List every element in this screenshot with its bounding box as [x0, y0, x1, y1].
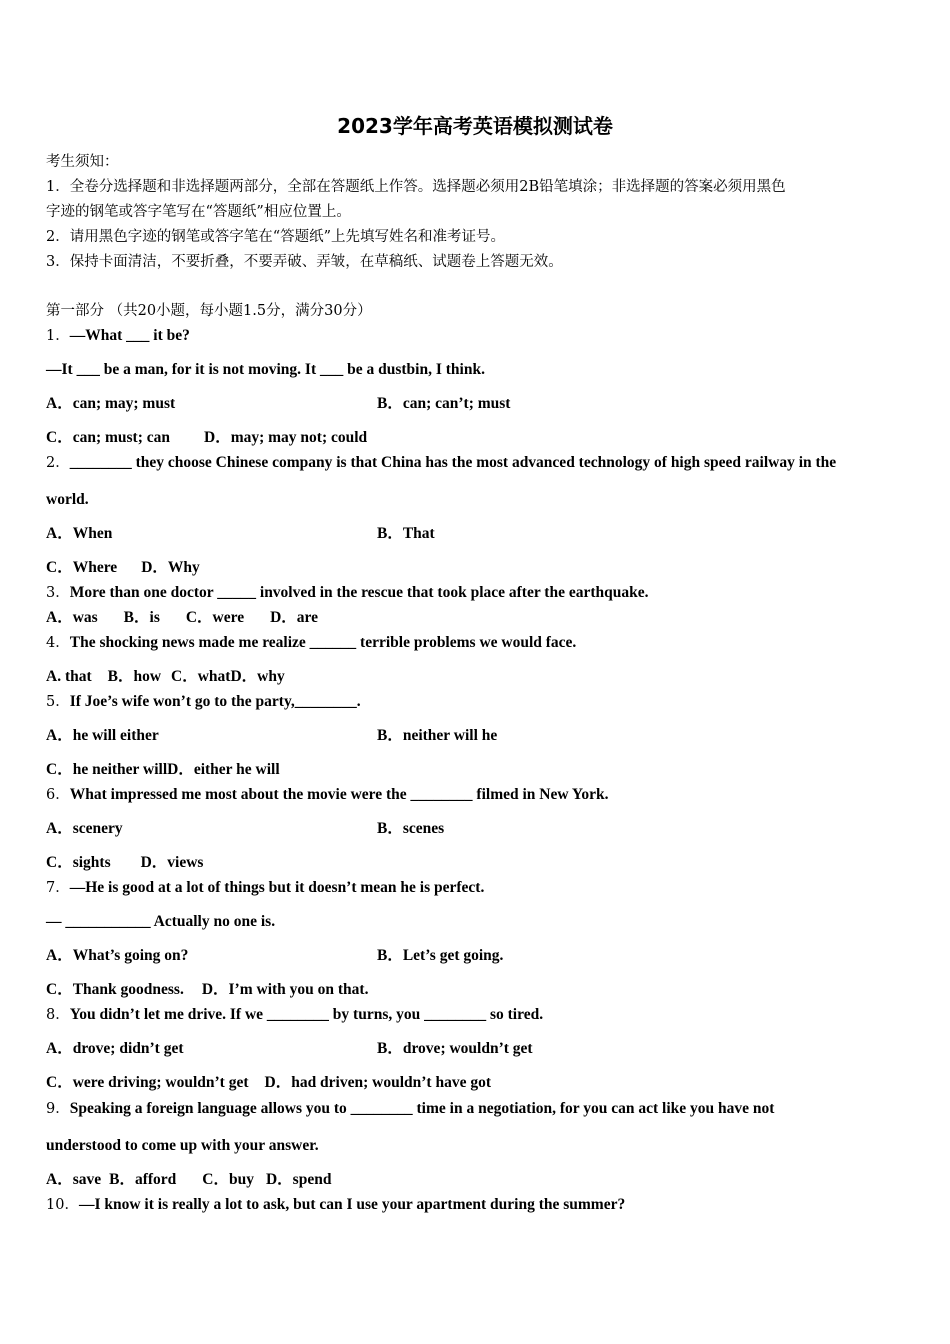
- question-1-option-a[interactable]: A．can; may; must: [46, 395, 176, 412]
- question-3-option-c[interactable]: C．were: [185, 609, 245, 626]
- question-1-option-b[interactable]: B．can; can’t; must: [377, 395, 511, 412]
- question-8-option-d[interactable]: D．had driven; wouldn’t have got: [264, 1074, 491, 1091]
- question-2-stem-2: world.: [46, 491, 89, 508]
- question-number: 2．: [46, 455, 70, 471]
- question-text: —He is good at a lot of things but it doesn’t mean he is perfect.: [69, 879, 485, 896]
- question-2-option-d[interactable]: D．Why: [141, 559, 200, 576]
- question-5-option-b[interactable]: B．neither will he: [377, 727, 498, 744]
- question-7-options-cd: [46, 979, 368, 1001]
- question-2-options-cd: [46, 557, 200, 579]
- question-4-option-c[interactable]: C．what: [171, 668, 231, 685]
- question-number: 8．: [46, 1007, 70, 1023]
- question-9-option-d[interactable]: D．spend: [265, 1171, 332, 1188]
- question-4-option-d[interactable]: D．why: [230, 668, 285, 685]
- question-10-stem: [46, 1194, 625, 1216]
- question-text: ________ they choose Chinese company is that China has the most advanced technology of high speed railway in the: [69, 454, 837, 471]
- question-text: What impressed me most about the movie were the ________ filmed in New York.: [69, 786, 609, 803]
- notice-item-3: 3．保持卡面清洁，不要折叠，不要弄破、弄皱，在草稿纸、试题卷上答题无效。: [46, 254, 563, 270]
- question-5-options-cd: [46, 759, 280, 781]
- question-4-option-b[interactable]: B．how: [107, 668, 162, 685]
- question-8-option-a[interactable]: A．drove; didn’t get: [46, 1040, 184, 1057]
- question-number: 7．: [46, 880, 70, 896]
- question-3-option-a[interactable]: A．was: [46, 609, 98, 626]
- question-text: More than one doctor _____ involved in the rescue that took place after the earthquake.: [69, 584, 649, 601]
- section-heading: 第一部分 （共20小题，每小题1.5分，满分30分）: [46, 303, 372, 319]
- question-1-option-c[interactable]: C．can; must; can: [46, 429, 170, 446]
- question-7-stem-2: — ___________ Actually no one is.: [46, 913, 276, 930]
- notice-item-2: 2．请用黑色字迹的钢笔或答字笔在“答题纸”上先填写姓名和准考证号。: [46, 229, 506, 245]
- question-9-stem: [46, 1098, 774, 1120]
- question-3-option-d[interactable]: D．are: [270, 609, 319, 626]
- question-3-options: [46, 607, 318, 629]
- question-7-stem: [46, 877, 484, 899]
- question-9-option-c[interactable]: C．buy: [202, 1171, 254, 1188]
- question-text: Speaking a foreign language allows you to ________ time in a negotiation, for you can act like you have not: [69, 1100, 775, 1117]
- question-3-stem: [46, 582, 649, 604]
- question-number: 6．: [46, 787, 70, 803]
- question-4-options: [46, 666, 285, 688]
- question-1-options-cd: [46, 427, 367, 449]
- question-9-stem-2: understood to come up with your answer.: [46, 1137, 319, 1154]
- question-6-option-d[interactable]: D．views: [140, 854, 204, 871]
- question-text: The shocking news made me realize ______ terrible problems we would face.: [69, 634, 577, 651]
- question-5-option-a[interactable]: A．he will either: [46, 727, 159, 744]
- question-4-option-a[interactable]: A. that: [46, 668, 92, 685]
- question-5-stem: [46, 691, 361, 713]
- notice-item-1: 1．全卷分选择题和非选择题两部分，全部在答题纸上作答。选择题必须用2B铅笔填涂；非选择题的答案必须用黑色: [46, 179, 786, 195]
- question-8-option-c[interactable]: C．were driving; wouldn’t get: [46, 1074, 249, 1091]
- question-6-stem: [46, 784, 608, 806]
- question-7-option-c[interactable]: C．Thank goodness.: [46, 981, 184, 998]
- question-number: 4．: [46, 635, 70, 651]
- question-number: 9．: [46, 1101, 70, 1117]
- question-6-option-b[interactable]: B．scenes: [377, 820, 445, 837]
- question-6-option-c[interactable]: C．sights: [46, 854, 111, 871]
- question-8-option-b[interactable]: B．drove; wouldn’t get: [377, 1040, 533, 1057]
- question-9-option-b[interactable]: B．afford: [109, 1171, 177, 1188]
- question-number: 1．: [46, 328, 70, 344]
- question-text: You didn’t let me drive. If we ________ by turns, you ________ so tired.: [69, 1006, 544, 1023]
- question-2-option-c[interactable]: C．Where: [46, 559, 118, 576]
- question-number: 3．: [46, 585, 70, 601]
- question-2-option-b[interactable]: B．That: [377, 525, 435, 542]
- question-number: 5．: [46, 694, 70, 710]
- question-4-stem: [46, 632, 576, 654]
- notice-item-1-cont: 字迹的钢笔或答字笔写在“答题纸”相应位置上。: [46, 204, 351, 220]
- question-text: —What ___ it be?: [69, 327, 190, 344]
- question-7-option-b[interactable]: B．Let’s get going.: [377, 947, 504, 964]
- question-9-options: [46, 1169, 331, 1191]
- question-text: —I know it is really a lot to ask, but can I use your apartment during the summer?: [78, 1196, 626, 1213]
- question-8-stem: [46, 1004, 543, 1026]
- question-1-stem: [46, 325, 190, 347]
- question-8-options-cd: [46, 1072, 491, 1094]
- question-2-option-a[interactable]: A．When: [46, 525, 113, 542]
- notice-heading: 考生须知：: [46, 154, 119, 170]
- page-title: 2023学年高考英语模拟测试卷: [337, 114, 613, 138]
- question-9-option-a[interactable]: A．save: [46, 1171, 102, 1188]
- question-1-stem-2: —It ___ be a man, for it is not moving. It ___ be a dustbin, I think.: [46, 361, 485, 378]
- question-7-option-a[interactable]: A．What’s going on?: [46, 947, 189, 964]
- question-3-option-b[interactable]: B．is: [123, 609, 160, 626]
- question-1-option-d[interactable]: D．may; may not; could: [204, 429, 368, 446]
- question-2-stem: [46, 452, 836, 474]
- question-6-option-a[interactable]: A．scenery: [46, 820, 123, 837]
- question-text: If Joe’s wife won’t go to the party,________.: [69, 693, 361, 710]
- question-7-option-d[interactable]: D．I’m with you on that.: [201, 981, 369, 998]
- question-5-option-c[interactable]: C．he neither will: [46, 761, 168, 778]
- question-5-option-d[interactable]: D．either he will: [167, 761, 280, 778]
- question-6-options-cd: [46, 852, 203, 874]
- question-number: 10．: [46, 1197, 79, 1213]
